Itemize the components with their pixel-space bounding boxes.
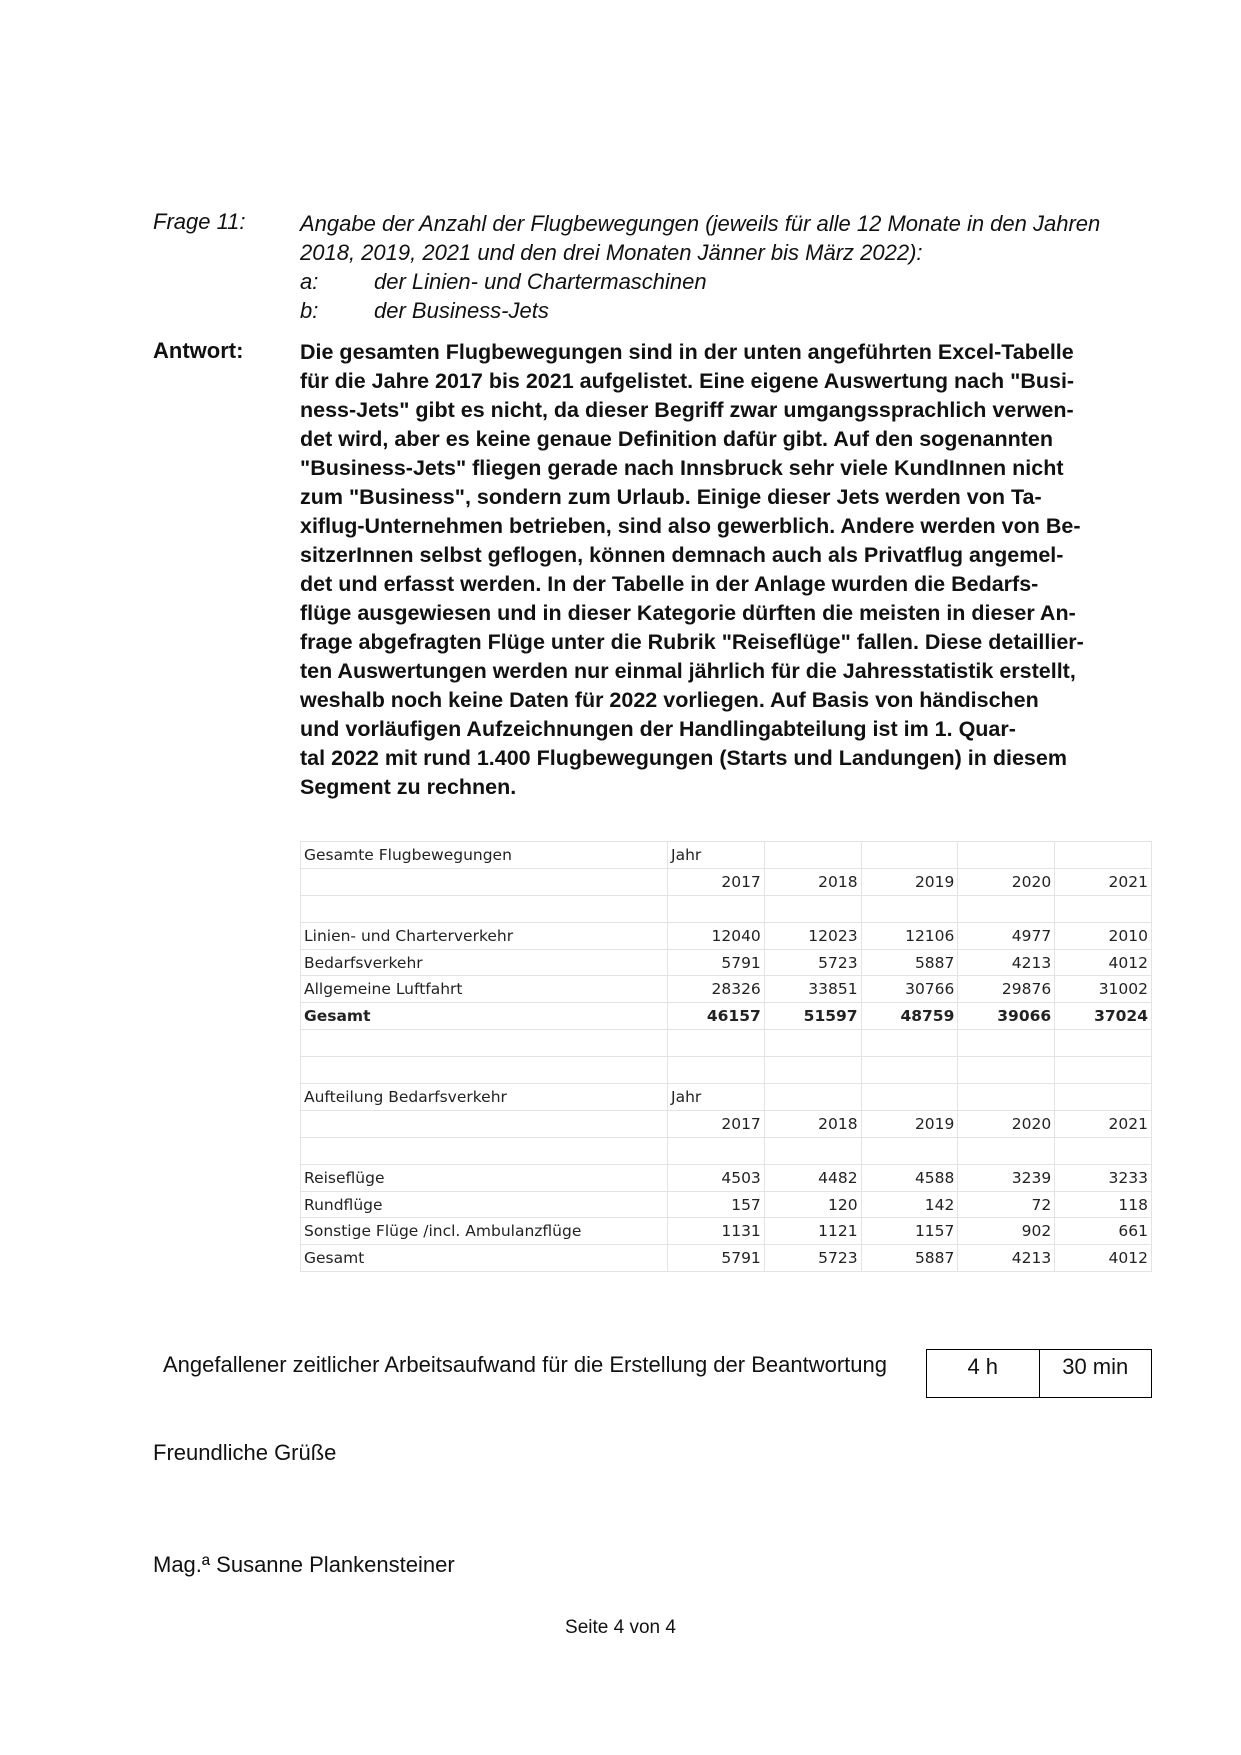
- spacer-row: [301, 895, 1152, 922]
- row-value: 4213: [958, 949, 1055, 976]
- sheet-cell: [301, 1057, 668, 1084]
- answer-line: tal 2022 mit rund 1.400 Flugbewegungen (Starts und Landungen) in diesem: [300, 746, 1067, 770]
- sheet-cell: [668, 1030, 765, 1057]
- sheet-cell: [958, 842, 1055, 869]
- total-row: [301, 1245, 1152, 1272]
- table-title: Aufteilung Bedarfsverkehr: [301, 1084, 668, 1111]
- sheet-cell: [861, 842, 958, 869]
- item-marker: b:: [300, 298, 319, 323]
- row-value: 1121: [764, 1218, 861, 1245]
- sheet-cell: [1055, 842, 1152, 869]
- question-text: [300, 209, 1143, 325]
- table-row: [301, 1164, 1152, 1191]
- spacer-row: [301, 1057, 1152, 1084]
- total-row: [301, 1003, 1152, 1030]
- row-value: 72: [958, 1191, 1055, 1218]
- total-value: 51597: [764, 1003, 861, 1030]
- table-row: [301, 976, 1152, 1003]
- row-value: 4012: [1055, 949, 1152, 976]
- total-label: Gesamt: [301, 1003, 668, 1030]
- year-header: 2021: [1055, 1110, 1152, 1137]
- row-value: 31002: [1055, 976, 1152, 1003]
- sheet-cell: [861, 895, 958, 922]
- row-value: 4977: [958, 922, 1055, 949]
- year-header: 2017: [668, 868, 765, 895]
- table-row: [301, 1191, 1152, 1218]
- question-line: 2018, 2019, 2021 und den drei Monaten Jänner bis März 2022):: [300, 240, 923, 265]
- statistics-table: [300, 841, 1152, 1272]
- row-value: 30766: [861, 976, 958, 1003]
- effort-hours: 4 h: [967, 1354, 999, 1379]
- spacer-row: [301, 1137, 1152, 1164]
- row-value: 3239: [958, 1164, 1055, 1191]
- answer-label: Antwort:: [153, 338, 244, 363]
- effort-label: Angefallener zeitlicher Arbeitsaufwand für die Erstellung der Beantwortung: [163, 1352, 887, 1377]
- years-row: [301, 1110, 1152, 1137]
- question-item-b: [300, 296, 1143, 325]
- total-value: 4213: [958, 1245, 1055, 1272]
- answer-line: frage abgefragten Flüge unter die Rubrik "Reiseflüge" fallen. Diese detaillier-: [300, 630, 1084, 654]
- year-header: 2019: [861, 1110, 958, 1137]
- sheet-cell: [958, 1084, 1055, 1111]
- sheet-cell: [668, 1057, 765, 1084]
- sheet-cell: [301, 895, 668, 922]
- sheet-cell: [861, 1030, 958, 1057]
- sheet-cell: [764, 1084, 861, 1111]
- sheet-cell: [301, 1030, 668, 1057]
- flight-statistics-sheet: [300, 841, 1152, 1272]
- question-line: Angabe der Anzahl der Flugbewegungen (jeweils für alle 12 Monate in den Jahren: [300, 211, 1101, 236]
- sheet-cell: [764, 1057, 861, 1084]
- row-value: 5791: [668, 949, 765, 976]
- year-header: 2018: [764, 1110, 861, 1137]
- sheet-cell: [1055, 1084, 1152, 1111]
- sheet-cell: [668, 1137, 765, 1164]
- total-value: 4012: [1055, 1245, 1152, 1272]
- year-header: 2020: [958, 1110, 1055, 1137]
- sheet-cell: [301, 1137, 668, 1164]
- row-label: Reiseflüge: [301, 1164, 668, 1191]
- row-value: 3233: [1055, 1164, 1152, 1191]
- sheet-cell: [764, 895, 861, 922]
- answer-line: det und erfasst werden. In der Tabelle in der Anlage wurden die Bedarfs-: [300, 572, 1039, 596]
- total-label: Gesamt: [301, 1245, 668, 1272]
- row-value: 1157: [861, 1218, 958, 1245]
- total-value: 5791: [668, 1245, 765, 1272]
- year-label: Jahr: [668, 842, 765, 869]
- year-header: 2017: [668, 1110, 765, 1137]
- table-title: Gesamte Flugbewegungen: [301, 842, 668, 869]
- signature: Mag.ª Susanne Plankensteiner: [153, 1552, 455, 1577]
- sheet-cell: [1055, 1057, 1152, 1084]
- sheet-cell: [668, 895, 765, 922]
- years-row: [301, 868, 1152, 895]
- spacer-row: [301, 1030, 1152, 1057]
- item-text: der Business-Jets: [374, 298, 549, 323]
- sheet-cell: [764, 1137, 861, 1164]
- row-value: 142: [861, 1191, 958, 1218]
- sheet-cell: [861, 1137, 958, 1164]
- answer-line: det wird, aber es keine genaue Definition dafür gibt. Auf den sogenannten: [300, 427, 1053, 451]
- answer-block: [153, 338, 1143, 808]
- row-value: 4588: [861, 1164, 958, 1191]
- sheet-cell: [861, 1084, 958, 1111]
- row-label: Rundflüge: [301, 1191, 668, 1218]
- table-header-row: [301, 842, 1152, 869]
- row-value: 33851: [764, 976, 861, 1003]
- table-row: [301, 1218, 1152, 1245]
- sheet-cell: [958, 1137, 1055, 1164]
- answer-line: Segment zu rechnen.: [300, 775, 517, 799]
- sheet-cell: [764, 1030, 861, 1057]
- row-value: 12040: [668, 922, 765, 949]
- row-value: 902: [958, 1218, 1055, 1245]
- table-header-row: [301, 1084, 1152, 1111]
- item-marker: a:: [300, 269, 319, 294]
- row-value: 120: [764, 1191, 861, 1218]
- row-value: 157: [668, 1191, 765, 1218]
- question-item-a: [300, 267, 1143, 296]
- answer-line: zum "Business", sondern zum Urlaub. Einige dieser Jets werden von Ta-: [300, 485, 1042, 509]
- total-value: 37024: [1055, 1003, 1152, 1030]
- effort-box: [926, 1349, 1152, 1398]
- effort-minutes: 30 min: [1039, 1350, 1152, 1397]
- table-row: [301, 949, 1152, 976]
- answer-line: ness-Jets" gibt es nicht, da dieser Begriff zwar umgangssprachlich verwen-: [300, 398, 1074, 422]
- row-value: 12023: [764, 922, 861, 949]
- sheet-cell: [301, 868, 668, 895]
- item-text: der Linien- und Chartermaschinen: [374, 269, 707, 294]
- sheet-cell: [301, 1110, 668, 1137]
- year-header: 2018: [764, 868, 861, 895]
- answer-line: für die Jahre 2017 bis 2021 aufgelistet. Eine eigene Auswertung nach "Busi-: [300, 369, 1075, 393]
- sheet-cell: [1055, 1030, 1152, 1057]
- page-footer: Seite 4 von 4: [565, 1617, 676, 1638]
- row-value: 5887: [861, 949, 958, 976]
- row-label: Bedarfsverkehr: [301, 949, 668, 976]
- answer-line: xiflug-Unternehmen betrieben, sind also gewerblich. Andere werden von Be-: [300, 514, 1081, 538]
- year-header: 2019: [861, 868, 958, 895]
- greeting: Freundliche Grüße: [153, 1440, 337, 1465]
- row-value: 2010: [1055, 922, 1152, 949]
- sheet-cell: [1055, 1137, 1152, 1164]
- total-value: 5723: [764, 1245, 861, 1272]
- table-row: [301, 922, 1152, 949]
- answer-line: ten Auswertungen werden nur einmal jährlich für die Jahresstatistik erstellt,: [300, 659, 1076, 683]
- row-label: Linien- und Charterverkehr: [301, 922, 668, 949]
- row-label: Sonstige Flüge /incl. Ambulanzflüge: [301, 1218, 668, 1245]
- row-label: Allgemeine Luftfahrt: [301, 976, 668, 1003]
- row-value: 118: [1055, 1191, 1152, 1218]
- answer-line: sitzerInnen selbst geflogen, können demnach auch als Privatflug angemel-: [300, 543, 1064, 567]
- year-label: Jahr: [668, 1084, 765, 1111]
- answer-line: flüge ausgewiesen und in dieser Kategorie dürften die meisten in dieser An-: [300, 601, 1076, 625]
- answer-line: und vorläufigen Aufzeichnungen der Handlingabteilung ist im 1. Quar-: [300, 717, 1016, 741]
- row-value: 28326: [668, 976, 765, 1003]
- total-value: 48759: [861, 1003, 958, 1030]
- sheet-cell: [1055, 895, 1152, 922]
- answer-text: [300, 338, 1143, 802]
- row-value: 4482: [764, 1164, 861, 1191]
- answer-line: "Business-Jets" fliegen gerade nach Innsbruck sehr viele KundInnen nicht: [300, 456, 1064, 480]
- row-value: 29876: [958, 976, 1055, 1003]
- row-value: 5723: [764, 949, 861, 976]
- year-header: 2020: [958, 868, 1055, 895]
- answer-line: weshalb noch keine Daten für 2022 vorliegen. Auf Basis von händischen: [300, 688, 1039, 712]
- row-value: 1131: [668, 1218, 765, 1245]
- row-value: 661: [1055, 1218, 1152, 1245]
- total-value: 39066: [958, 1003, 1055, 1030]
- row-value: 12106: [861, 922, 958, 949]
- sheet-cell: [861, 1057, 958, 1084]
- sheet-cell: [958, 895, 1055, 922]
- sheet-cell: [958, 1030, 1055, 1057]
- row-value: 4503: [668, 1164, 765, 1191]
- total-value: 5887: [861, 1245, 958, 1272]
- year-header: 2021: [1055, 868, 1152, 895]
- sheet-cell: [764, 842, 861, 869]
- answer-line: Die gesamten Flugbewegungen sind in der unten angeführten Excel-Tabelle: [300, 340, 1074, 364]
- question-label: Frage 11:: [153, 209, 246, 234]
- total-value: 46157: [668, 1003, 765, 1030]
- sheet-cell: [958, 1057, 1055, 1084]
- question-block: [153, 209, 1143, 329]
